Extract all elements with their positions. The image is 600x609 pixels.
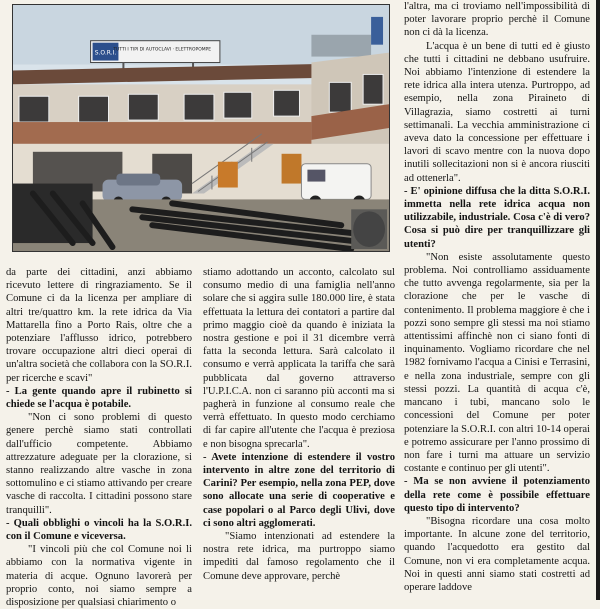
article-column-right bbox=[404, 0, 590, 594]
question-heading: - E' opinione diffusa che la ditta S.O.R.I. immetta nella rete idrica acqua non utilizzabile, industriale. Cosa c'è di vero? Cosa si può dire per tranquillizzare gli utenti? bbox=[404, 185, 590, 250]
sign-logo: S.O.R.I. bbox=[94, 49, 117, 57]
paragraph: da parte dei cittadini, anzi abbiamo ricevuto lettere di ringraziamento. Se il Comune ci da la licenza per ampliare di altri tre/quattro km. la rete idrica da Via Mattarella fino a Porto Rais, oltre che a potenziare l'afflusso idrico, potrebbero trovare occupazione altri dieci operai di un'altra società che collabora con la SO.R.I. per ricerche e scavi" bbox=[6, 267, 192, 384]
paragraph: "Bisogna ricordare una cosa molto importante. In alcune zone del territorio, quando l'acquedotto era gestito dal Comune, non vi era completamente acqua. Noi in questi anni siamo stati costretti ad operare laddove bbox=[404, 515, 590, 593]
sign-text: TUTTI I TIPI DI AUTOCLAVI · ELETTROPOMPE bbox=[113, 47, 212, 53]
paragraph: "Non ci sono problemi di questo genere perchè siamo stati controllati dall'ufficio competente. Abbiamo attrezzature adeguate per la clorazione, si stanno realizzando altre vasche in zona sottomulino e ci stiamo attivando per creare vasche di raccolta. I cittadini possono stare tranquilli". bbox=[6, 412, 192, 516]
question-heading: - La gente quando apre il rubinetto si chiede se l'acqua è potabile. bbox=[6, 385, 192, 411]
page-edge bbox=[596, 0, 600, 600]
question-heading: - Avete intenzione di estendere il vostro intervento in altre zone del territorio di Carini? Per esempio, nella zona PEP, dove sono allocate una serie di cooperative e case popolari o al Parco degli Ulivi, dove ci sono altri agglomerati. bbox=[203, 451, 395, 529]
building-photo bbox=[12, 4, 390, 252]
question-heading: - Ma se non avviene il potenziamento della rete come è possibile effettuare questo tipo di intervento? bbox=[404, 476, 590, 514]
article-column-middle bbox=[203, 266, 395, 583]
building-photo-image bbox=[13, 5, 389, 251]
paragraph: "Non esiste assolutamente questo problema. Noi controlliamo assiduamente che tutto avvenga regolarmente, sia per la clorazione che per le vasche di contenimento. Il problema maggiore è che i pozzi sono sempre gli stessi ma noi stiamo attentissimi affinchè non ci siano fonti di inquinamento. Vogliamo ricordare che nel 1982 fornivamo l'acqua a Cinisi e Terrasini, e nella zona industriale, sempre con gli stessi pozzi. La quantità di acqua c'è, mancano i tubi, mancano solo le concessioni del Comune per poter potenziare la S.O.R.I. con altri 10-14 operai e potremo assicurare per l'anno prossimo di non fare i turni ma attuare un servizio costante e continuo per gli utenti". bbox=[404, 251, 590, 475]
paragraph: "I vincoli più che col Comune noi li abbiamo con la normativa vigente in materia di acque. Ognuno lavorerà per proprio conto, noi siamo sempre a disposizione per qualsiasi chiarimento o bbox=[6, 544, 192, 609]
paragraph: stiamo adottando un acconto, calcolato sul consumo medio di una famiglia nell'anno solare che si aggira sulle 180.000 lire, è stata effettuata la lettura dei contatori a partire dal primo maggio cioè da quando è iniziata la nostra gestione e poi il 31 dicembre verrà fatta la seconda lettura. Sarà calcolato il consumo e verrà applicata la tariffa che sarà pubblicata dal governo attraverso l'U.P.I.C.A. non ci saranno più acconti ma si pagherà in funzione al consumo reale che verrà effettuato. In questo modo cerchiamo di far capire all'utente che l'acqua è preziosa e non bisogna sprecarla". bbox=[203, 267, 395, 450]
paragraph: L'acqua è un bene di tutti ed è giusto che tutti i cittadini ne debbano usufruire. Noi abbiamo l'intenzione di estendere la rete idrica alla intera utenza. Purtroppo, ad esempio, nella zona Piraineto di Villagrazia, siamo costretti ai turni settimanali. La vecchia amministrazione ci aveva dato la concessione per effettuare i lavori di scavo mentre con la nuova dopo inutili sollecitazioni non si è ancora riusciti ad ottenerla". bbox=[404, 40, 590, 184]
paragraph: "Siamo intenzionati ad estendere la nostra rete idrica, ma purtroppo siamo impediti dal famoso regolamento che il Comune deve approvare, perchè bbox=[203, 531, 395, 582]
question-heading: - Quali obblighi o vincoli ha la S.O.R.I. con il Comune e viceversa. bbox=[6, 517, 192, 543]
paragraph: l'altra, ma ci troviamo nell'impossibilità di poter lavorare proprio perchè il Comune non ci dà la licenza. bbox=[404, 1, 590, 39]
article-column-left bbox=[6, 266, 192, 609]
